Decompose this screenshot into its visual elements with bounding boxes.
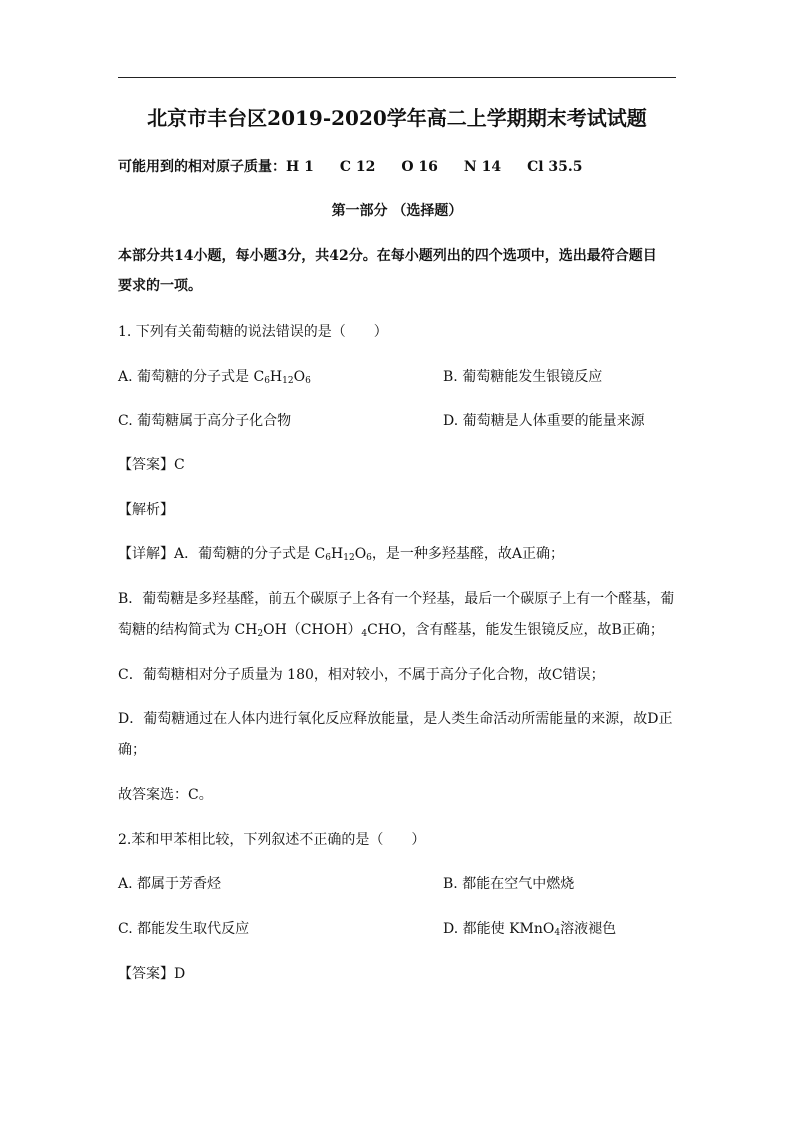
- subscript: 4: [554, 928, 561, 938]
- q1-detail-b-line-1: B．葡萄糖是多羟基醛，前五个碳原子上各有一个羟基，最后一个碳原子上有一个醛基，葡: [118, 591, 675, 607]
- q1-answer: 【答案】C: [118, 457, 185, 473]
- q1-option-d: D. 葡萄糖是人体重要的能量来源: [443, 413, 645, 429]
- subscript: 6: [366, 553, 372, 563]
- detail-text: CHO，含有醛基，能发生银镜反应，故B正确；: [367, 622, 664, 638]
- detail-text: 萄糖的结构简式为 CH: [118, 622, 258, 638]
- subscript: 12: [282, 376, 294, 386]
- formula-part: O: [293, 369, 306, 385]
- q1-option-a-text: A. 葡萄糖的分子式是 C: [118, 369, 265, 385]
- instructions-line-2: 要求的一项。: [118, 278, 202, 294]
- q1-option-c: C. 葡萄糖属于高分子化合物: [118, 413, 292, 429]
- atomic-mass-c: C 12: [339, 159, 376, 175]
- subscript: 2: [257, 629, 264, 639]
- subscript: 4: [361, 629, 368, 639]
- option-text: D. 都能使 KMnO: [443, 921, 555, 937]
- q2-option-d: [443, 920, 616, 938]
- q1-option-a: [118, 368, 311, 386]
- detail-text: ，是一种多羟基醛，故A正确；: [371, 546, 565, 562]
- q1-detail-a: [118, 545, 564, 563]
- q1-detail-b-line-2: [118, 621, 664, 639]
- section-heading: 第一部分 （选择题）: [331, 203, 463, 219]
- q2-stem: 2.苯和甲苯相比较，下列叙述不正确的是（ ）: [118, 832, 426, 848]
- formula-part: H: [331, 546, 344, 562]
- subscript: 6: [305, 376, 311, 386]
- q2-option-a: A. 都属于芳香烃: [118, 876, 222, 892]
- formula-part: H: [269, 369, 283, 385]
- q1-detail-d-line-1: D．葡萄糖通过在人体内进行氧化反应释放能量，是人类生命活动所需能量的来源，故D正: [118, 711, 673, 727]
- atomic-mass-o: O 16: [401, 159, 438, 175]
- detail-text: 【详解】A．葡萄糖的分子式是 C: [118, 546, 326, 562]
- q2-option-c: C. 都能发生取代反应: [118, 921, 250, 937]
- atomic-mass-line: [118, 158, 609, 176]
- subscript: 6: [264, 376, 270, 386]
- q2-answer: 【答案】D: [118, 966, 186, 982]
- formula-part: OH（CHOH）: [263, 622, 362, 638]
- atomic-mass-label: 可能用到的相对原子质量：: [118, 159, 286, 175]
- atomic-mass-cl: Cl 35.5: [527, 159, 583, 175]
- q1-analysis-heading: 【解析】: [118, 502, 174, 518]
- subscript: 6: [325, 553, 332, 563]
- q1-detail-d-line-2: 确；: [118, 742, 146, 758]
- q1-option-b: B. 葡萄糖能发生银镜反应: [443, 369, 603, 385]
- q2-option-b: B. 都能在空气中燃烧: [443, 876, 575, 892]
- q1-conclusion: 故答案选：C。: [118, 787, 213, 803]
- q1-detail-c: C．葡萄糖相对分子质量为 180，相对较小，不属于高分子化合物，故C错误；: [118, 667, 605, 683]
- instructions-line-1: 本部分共14小题，每小题3分，共42分。在每小题列出的四个选项中，选出最符合题目: [118, 248, 657, 264]
- subscript: 12: [343, 553, 355, 563]
- q1-stem: 1. 下列有关葡萄糖的说法错误的是（ ）: [118, 324, 388, 340]
- atomic-mass-n: N 14: [463, 159, 502, 175]
- option-text: 溶液褪色: [560, 921, 617, 937]
- formula-part: O: [354, 546, 367, 562]
- header-rule: [118, 77, 676, 78]
- page-title: 北京市丰台区2019-2020学年高二上学期期末考试试题: [147, 106, 647, 130]
- atomic-mass-h: H 1: [286, 159, 314, 175]
